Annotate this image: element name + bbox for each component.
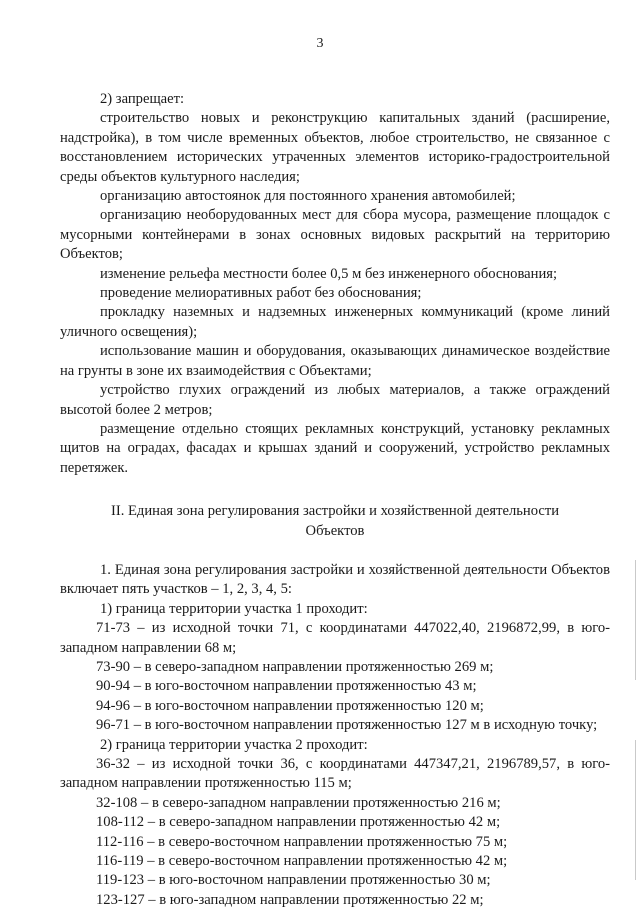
area-1-title: 1) граница территории участка 1 проходит: [100, 600, 368, 617]
area-2-title: 2) граница территории участка 2 проходит: [100, 736, 368, 753]
area-1-line: 73-90 – в северо-западном направлении протяженностью 269 м; [96, 658, 494, 675]
area-2-line: 116-119 – в северо-восточном направлении протяженностью 42 м; [96, 853, 508, 870]
zone-intro: 1. Единая зона регулирования застройки и хозяйственной деятельности Объектов включает пять участков – 1, 2, 3, 4, 5: [60, 561, 610, 598]
area-1-line: 96-71 – в юго-восточном направлении протяженностью 127 м в исходную точку; [96, 717, 598, 734]
scan-edge-mark [635, 560, 636, 680]
document-body [60, 90, 610, 910]
area-2-line: 119-123 – в юго-восточном направлении протяженностью 30 м; [96, 872, 491, 889]
area-2-line: 32-108 – в северо-западном направлении протяженностью 216 м; [96, 794, 501, 811]
area-2-line: 123-127 – в юго-западном направлении протяженностью 22 м; [96, 891, 484, 908]
area-1-line: 71-73 – из исходной точки 71, с координатами 447022,40, 2196872,99, в юго-западном направлении 68 м; [60, 620, 610, 656]
section-heading: II. Единая зона регулирования застройки и хозяйственной деятельности Объектов [110, 503, 560, 539]
area-1-line: 94-96 – в юго-восточном направлении протяженностью 120 м; [96, 697, 484, 714]
area-1-line: 90-94 – в юго-восточном направлении протяженностью 43 м; [96, 678, 477, 695]
area-2-line: 112-116 – в северо-восточном направлении протяженностью 75 м; [96, 833, 508, 850]
prohibition-item-2: организацию автостоянок для постоянного хранения автомобилей; [100, 188, 516, 205]
prohibition-item-3: организацию необорудованных мест для сбора мусора, размещение площадок с мусорными контейнерами в зонах основных видовых раскрытий на территорию Объектов; [60, 207, 610, 263]
prohibits-intro: 2) запрещает: [100, 91, 185, 107]
prohibition-item-7: использование машин и оборудования, оказывающих динамическое воздействие на грунты в зоне их взаимодействия с Объектами; [60, 343, 610, 379]
prohibition-item-9: размещение отдельно стоящих рекламных конструкций, установку рекламных щитов на оградах, фасадах и крышах зданий и сооружений, устройство рекламных перетяжек. [60, 420, 610, 476]
area-2-line: 108-112 – в северо-западном направлении протяженностью 42 м; [96, 814, 501, 831]
prohibition-item-1: строительство новых и реконструкцию капитальных зданий (расширение, надстройка), в том числе временных объектов, любое строительство, не связанное с восстановлением исторических утраченных элементов историко-градостроительной среды объектов культурного наследия; [60, 110, 610, 185]
page-number: 3 [316, 36, 324, 51]
scan-edge-mark [635, 740, 636, 880]
prohibition-item-6: прокладку наземных и надземных инженерных коммуникаций (кроме линий уличного освещения); [60, 304, 610, 340]
area-2-line: 36-32 – из исходной точки 36, с координатами 447347,21, 2196789,57, в юго-западном направлении протяженностью 115 м; [60, 756, 610, 792]
prohibition-item-5: проведение мелиоративных работ без обоснования; [100, 285, 422, 302]
prohibition-item-4: изменение рельефа местности более 0,5 м без инженерного обоснования; [100, 265, 558, 282]
prohibition-item-8: устройство глухих ограждений из любых материалов, а также ограждений высотой более 2 метров; [60, 382, 610, 418]
